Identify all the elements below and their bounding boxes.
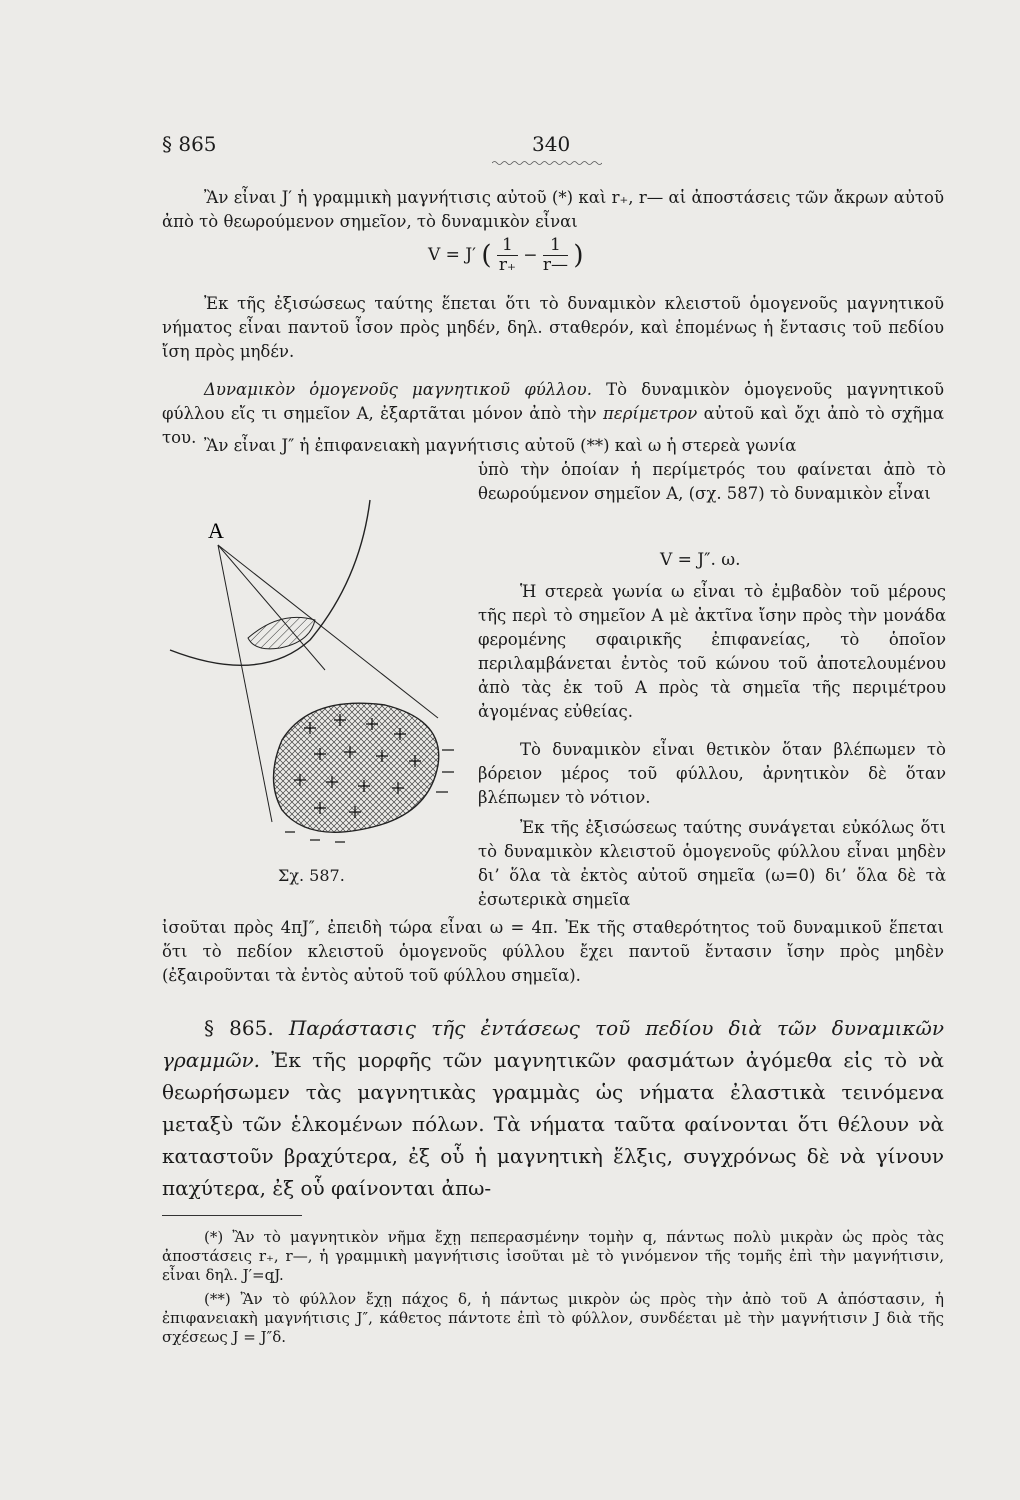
footnote-2: (**) Ἂν τὸ φύλλον ἔχῃ πάχος δ, ἡ πάντως μικρὸν ὡς πρὸς τὴν ἀπὸ τοῦ Α ἀπόστασιν, ἡ ἐπιφανειακὴ μαγνήτισις J″, κάθετος πάντοτε ἐπὶ τὸ φύλλον, συνδέεται μὲ τὴν μαγνήτισιν J διὰ τῆς σχέσεως J = J″δ.	[162, 1290, 944, 1346]
paragraph-surface-magnetization: Ἂν εἶναι J″ ἡ ἐπιφανειακὴ μαγνήτισις αὐτοῦ (**) καὶ ω ἡ στερεὰ γωνία	[204, 436, 797, 455]
section-number: § 865	[162, 132, 217, 156]
eq1-lhs: V = J′	[428, 245, 477, 265]
wavy-rule	[492, 160, 602, 166]
equation-potential-wire: V = J′ ( $\frac{1}{r_+}$ − $\frac{1}{r—}$ )	[428, 235, 584, 275]
eq1-fraction-2: $\frac{1}{r—}$	[542, 235, 569, 275]
paragraph-homogeneous-sheet: Δυναμικὸν ὁμογενοῦς μαγνητικοῦ φύλλου. Τὸ δυναμικὸν ὁμογενοῦς μαγνητικοῦ φύλλου εἴς τι σημεῖον Α, ἐξαρτᾶται μόνον ἀπὸ τὴν περίμετρον αὐτοῦ καὶ ὄχι ἀπὸ τὸ σχῆμα του.	[162, 380, 945, 447]
page-header	[162, 132, 944, 172]
paragraph-sign-of-potential: Τὸ δυναμικὸν εἶναι θετικὸν ὅταν βλέπωμεν τὸ βόρειον μέρος τοῦ φύλλου, ἀρνητικὸν δὲ ὅταν βλέπωμεν τὸ νότιον.	[478, 740, 946, 807]
paragraph-linear-magnetization: Ἂν εἶναι J′ ἡ γραμμικὴ μαγνήτισις αὐτοῦ (*) καὶ r₊, r— αἱ ἀποστάσεις τῶν ἄκρων αὐτοῦ ἀπὸ τὸ θεωρούμενον σημεῖον, τὸ δυναμικὸν εἶναι	[162, 188, 944, 231]
section-865-text: Ἐκ τῆς μορφῆς τῶν μαγνητικῶν φασμάτων ἀγόμεθα εἰς τὸ νὰ θεωρήσωμεν τὰς μαγνητικὰς γραμμὰς ὡς νήματα ἐλαστικὰ τεινόμενα μεταξὺ τῶν ἑλκομένων πόλων. Τὰ νήματα ταῦτα φαίνονται ὅτι θέλουν νὰ καταστοῦν βραχύτερα, ἐξ οὗ ἡ μαγνητικὴ ἕλξις, συγχρόνως δὲ νὰ γίνουν παχύτερα, ἐξ οὗ φαίνονται ἀπω-	[162, 1048, 945, 1200]
point-a-label: Α	[208, 518, 224, 543]
figure-caption: Σχ. 587.	[278, 866, 345, 885]
magnetic-sheet	[274, 703, 439, 832]
footnote-1: (*) Ἂν τὸ μαγνητικὸν νῆμα ἔχῃ πεπερασμένην τομὴν q, πάντως πολὺ μικρὰν ὡς πρὸς τὰς ἀποστάσεις r₊, r—, ἡ γραμμικὴ μαγνήτισις ἰσοῦται μὲ τὸ γινόμενον τῆς τομῆς ἐπὶ τὴν μαγνήτισιν, εἶναι δηλ. J′=qJ.	[162, 1228, 944, 1284]
paragraph-closed-sheet-narrow: Ἐκ τῆς ἐξισώσεως ταύτης συνάγεται εὐκόλως ὅτι τὸ δυναμικὸν κλειστοῦ ὁμογενοῦς φύλλου εἶναι μηδὲν δι’ ὅλα τὰ ἐκτὸς αὐτοῦ σημεῖα (ω=0) δι’ ὅλα δὲ τὰ ἐσωτερικὰ σημεῖα	[478, 818, 946, 909]
section-865	[162, 1012, 944, 1204]
page-number: 340	[532, 132, 571, 156]
equation-potential-sheet: V = J″. ω.	[660, 550, 741, 570]
paragraph-solid-angle-intro: ὑπὸ τὴν ὁποίαν ἡ περίμετρός του φαίνεται ἀπὸ τὸ θεωρούμενον σημεῖον Α, (σχ. 587) τὸ δυναμικὸν εἶναι	[478, 460, 946, 503]
paragraph-closed-sheet-continued: ἰσοῦται πρὸς 4πJ″, ἐπειδὴ τώρα εἶναι ω = 4π. Ἐκ τῆς σταθερότητος τοῦ δυναμικοῦ ἕπεται ὅτι τὸ πεδίον κλειστοῦ ὁμογενοῦς φύλλου ἔχει παντοῦ ἔντασιν ἴσην πρὸς μηδὲν (ἐξαιροῦνται τὰ ἐντὸς αὐτοῦ τοῦ φύλλου σημεῖα).	[162, 918, 944, 985]
paragraph-solid-angle-definition: Ἡ στερεὰ γωνία ω εἶναι τὸ ἐμβαδὸν τοῦ μέρους τῆς περὶ τὸ σημεῖον Α μὲ ἀκτῖνα ἴσην πρὸς τὴν μονάδα φερομένης σφαιρικῆς ἐπιφανείας, τὸ ὁποῖον περιλαμβάνεται ἐντὸς τοῦ κώνου τοῦ ἀποτελουμένου ἀπὸ τὰς ἐκ τοῦ Α πρὸς τὰ σημεῖα τῆς περιμέτρου ἀγομένας εὐθείας.	[478, 582, 946, 721]
subsection-title: Δυναμικὸν ὁμογενοῦς μαγνητικοῦ φύλλου.	[204, 380, 592, 399]
section-865-number: § 865.	[204, 1016, 274, 1040]
figure-587	[160, 460, 470, 860]
paragraph-closed-wire: Ἐκ τῆς ἐξισώσεως ταύτης ἕπεται ὅτι τὸ δυναμικὸν κλειστοῦ ὁμογενοῦς μαγνητικοῦ νήματος εἶναι παντοῦ ἶσον πρὸς μηδέν, δηλ. σταθερόν, καὶ ἑπομένως ἡ ἔντασις τοῦ πεδίου ἴση πρὸς μηδέν.	[162, 294, 944, 361]
eq1-minus: −	[523, 245, 538, 266]
eq1-fraction-1: $\frac{1}{r_+}$	[498, 235, 516, 275]
section-865-title: Παράστασις τῆς ἐντάσεως τοῦ πεδίου διὰ τῶν δυναμικῶν γραμμῶν.	[162, 1016, 945, 1072]
footnote-rule	[162, 1215, 302, 1216]
